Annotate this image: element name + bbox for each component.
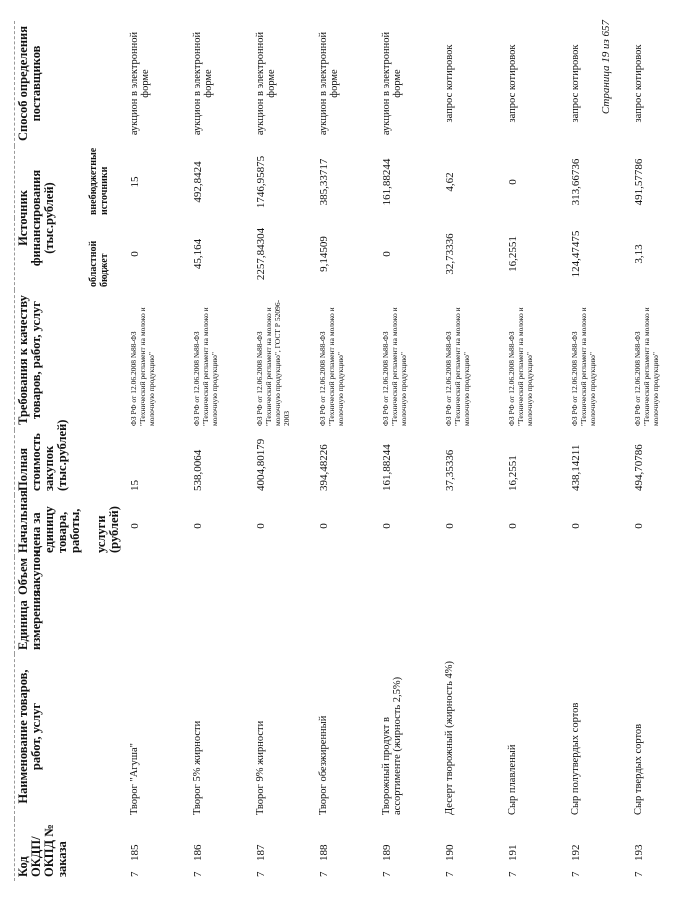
cell-name: Сыр плавленый — [507, 744, 518, 815]
cell-regional: 45,164 — [192, 238, 204, 270]
cell-code-value: 7 — [192, 871, 204, 877]
cell-order-number: 185 — [129, 844, 141, 861]
cell-start-price: 0 — [192, 523, 204, 529]
cell-extrabudget: 491,57786 — [633, 158, 645, 206]
table-row — [503, 21, 566, 881]
table-row — [377, 21, 440, 881]
cell-name: Творог "Агуша" — [129, 743, 140, 815]
cell-extrabudget: 492,8424 — [192, 161, 204, 203]
cell-name: Творог обезжиренный — [318, 715, 329, 815]
cell-volume — [125, 557, 188, 599]
cell-unit — [251, 599, 314, 654]
cell-unit — [440, 599, 503, 654]
cell-requirements: ФЗ РФ от 12.06.2008 №88-ФЗ "Технический регламент на молоко и молочную продукцию" — [633, 307, 660, 426]
cell-method: запрос котировок — [444, 44, 455, 123]
cell-code — [629, 819, 692, 881]
cell-code-value: 7 — [255, 871, 267, 877]
cell-start-price: 0 — [255, 523, 267, 529]
cell-unit — [188, 599, 251, 654]
header-method: Способ определения поставщиков — [15, 21, 126, 146]
cell-extrabudget: 161,88244 — [381, 158, 393, 206]
cell-total: 161,88244 — [381, 444, 393, 491]
header-start-price-main: Начальная цена за единицу товара, работы, — [16, 490, 82, 553]
cell-extrabudget: 0 — [507, 179, 519, 185]
cell-code-value: 7 — [444, 871, 456, 877]
table-header-row — [15, 21, 87, 881]
cell-code-value: 7 — [507, 871, 519, 877]
cell-requirements: ФЗ РФ от 12.06.2008 №88-ФЗ "Технический регламент на молоко и молочную продукцию" — [507, 307, 534, 426]
cell-method: аукцион в электронной форме — [192, 31, 214, 136]
cell-requirements: ФЗ РФ от 12.06.2008 №88-ФЗ "Технический регламент на молоко и молочную продукцию" — [318, 307, 345, 426]
cell-unit — [314, 599, 377, 654]
cell-extrabudget: 313,66736 — [570, 158, 582, 206]
cell-code — [314, 819, 377, 881]
cell-requirements: ФЗ РФ от 12.06.2008 №88-ФЗ "Технический регламент на молоко и молочную продукцию" — [129, 307, 156, 426]
cell-name: Десерт творожный (жирность 4%) — [444, 660, 455, 815]
cell-extrabudget: 4,62 — [444, 172, 456, 192]
cell-code-value: 7 — [318, 871, 330, 877]
table-row — [314, 21, 377, 881]
cell-code — [188, 819, 251, 881]
cell-volume — [377, 557, 440, 599]
cell-total: 15 — [129, 480, 141, 491]
cell-method: аукцион в электронной форме — [129, 31, 151, 136]
cell-start-price: 0 — [570, 523, 582, 529]
cell-regional: 32,73336 — [444, 233, 456, 275]
cell-order-number: 187 — [255, 844, 267, 861]
header-funding-extrabudget: внебюджетные источники — [87, 147, 110, 215]
cell-order-number: 193 — [633, 844, 645, 861]
header-total-cost: Полная стоимость закупок (тыс.рублей) — [15, 430, 126, 495]
table-row — [440, 21, 503, 881]
cell-start-price: 0 — [381, 523, 393, 529]
cell-method: аукцион в электронной форме — [318, 31, 340, 136]
cell-volume — [566, 557, 629, 599]
cell-name: Сыр твердых сортов — [633, 723, 644, 815]
cell-unit — [503, 599, 566, 654]
cell-start-price: 0 — [318, 523, 330, 529]
cell-order-number: 191 — [507, 844, 519, 861]
cell-start-price: 0 — [507, 523, 519, 529]
cell-method: запрос котировок — [507, 44, 518, 123]
cell-code — [251, 819, 314, 881]
cell-volume — [314, 557, 377, 599]
cell-start-price: 0 — [633, 523, 645, 529]
cell-total: 4004,80179 — [255, 438, 267, 491]
cell-method: запрос котировок — [633, 44, 644, 123]
header-unit: Единица измерения — [15, 599, 126, 654]
cell-code-value: 7 — [381, 871, 393, 877]
table-row — [125, 21, 188, 881]
cell-code-value: 7 — [129, 871, 141, 877]
cell-regional: 3,13 — [633, 244, 645, 264]
cell-extrabudget: 15 — [129, 176, 141, 188]
cell-extrabudget: 385,33717 — [318, 158, 330, 206]
header-start-price — [15, 490, 126, 557]
cell-start-price: 0 — [129, 523, 141, 529]
cell-requirements: ФЗ РФ от 12.06.2008 №88-ФЗ "Технический регламент на молоко и молочную продукцию" — [192, 307, 219, 426]
cell-total: 494,70786 — [633, 444, 645, 491]
cell-regional: 16,2551 — [507, 236, 519, 272]
cell-order-number: 186 — [192, 844, 204, 861]
cell-total: 538,0064 — [192, 449, 204, 491]
cell-name: Творожный продукт в ассортименте (жирность 2,5%) — [381, 676, 403, 815]
header-funding: Источник финансирования (тыс.рублей) — [15, 146, 87, 290]
cell-requirements: ФЗ РФ от 12.06.2008 №88-ФЗ "Технический регламент на молоко и молочную продукцию" — [570, 307, 597, 426]
cell-code — [377, 819, 440, 881]
cell-method: аукцион в электронной форме — [255, 31, 277, 136]
cell-order-number: 190 — [444, 844, 456, 861]
cell-name: Сыр полутвердых сортов — [570, 702, 581, 815]
table-row — [188, 21, 251, 881]
cell-unit — [566, 599, 629, 654]
cell-requirements: ФЗ РФ от 12.06.2008 №88-ФЗ "Технический регламент на молоко и молочную продукцию", ГОСТ Р 52096-2003 — [255, 299, 291, 426]
cell-total: 37,35336 — [444, 449, 456, 491]
header-requirements: Требования к качеству товаров, работ, услуг — [15, 290, 126, 430]
cell-code — [440, 819, 503, 881]
cell-code — [566, 819, 629, 881]
cell-volume — [251, 557, 314, 599]
cell-name: Творог 5% жирности — [192, 720, 203, 815]
cell-regional: 0 — [381, 251, 393, 257]
header-volume: Объем закупок — [15, 557, 126, 599]
cell-order-number: 188 — [318, 844, 330, 861]
cell-unit — [629, 599, 692, 654]
cell-volume — [440, 557, 503, 599]
procurement-table — [14, 21, 692, 881]
cell-volume — [629, 557, 692, 599]
cell-code — [125, 819, 188, 881]
table-row — [251, 21, 314, 881]
cell-total: 394,48226 — [318, 444, 330, 491]
cell-unit — [377, 599, 440, 654]
cell-regional: 9,14509 — [318, 236, 330, 272]
header-code: Код ОКДП/ ОКПД № заказа — [15, 819, 126, 881]
table-row — [566, 21, 629, 881]
cell-regional: 0 — [129, 251, 141, 257]
header-name: Наименование товаров, работ, услуг — [15, 654, 126, 819]
cell-order-number: 192 — [570, 844, 582, 861]
cell-unit — [125, 599, 188, 654]
cell-extrabudget: 1746,95875 — [255, 155, 267, 209]
cell-volume — [188, 557, 251, 599]
header-funding-regional: областной бюджет — [87, 240, 110, 287]
page-number: Страница 19 из 657 — [600, 20, 612, 115]
cell-code-value: 7 — [633, 871, 645, 877]
cell-name: Творог 9% жирности — [255, 720, 266, 815]
cell-method: аукцион в электронной форме — [381, 31, 403, 136]
cell-code — [503, 819, 566, 881]
cell-volume — [503, 557, 566, 599]
header-start-price-sub: услуги (рублей) — [94, 506, 121, 553]
cell-code-value: 7 — [570, 871, 582, 877]
cell-total: 438,14211 — [570, 444, 582, 491]
cell-total: 16,2551 — [507, 455, 519, 491]
cell-requirements: ФЗ РФ от 12.06.2008 №88-ФЗ "Технический регламент на молоко и молочную продукцию" — [444, 307, 471, 426]
cell-regional: 124,47475 — [570, 230, 582, 278]
table-row — [629, 21, 692, 881]
cell-requirements: ФЗ РФ от 12.06.2008 №88-ФЗ "Технический регламент на молоко и молочную продукцию" — [381, 307, 408, 426]
cell-method: запрос котировок — [570, 44, 581, 123]
cell-order-number: 189 — [381, 844, 393, 861]
cell-start-price: 0 — [444, 523, 456, 529]
cell-regional: 2257,84304 — [255, 227, 267, 281]
